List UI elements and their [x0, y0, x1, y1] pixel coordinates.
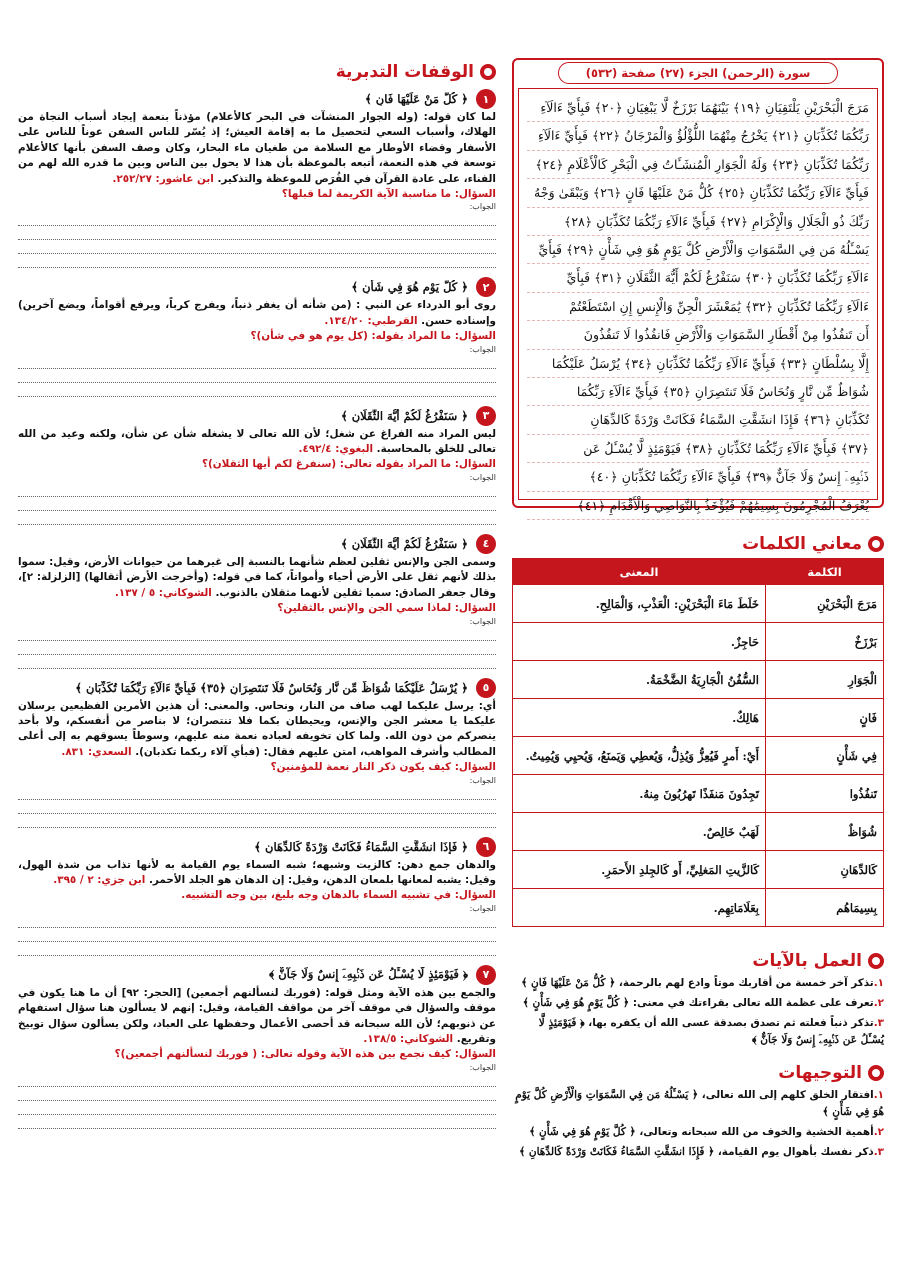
meanings-section-title: معاني الكلمات	[512, 530, 884, 558]
item-text: روى أبو الدرداء عن النبي : (من شأنه أن يغفر ذنباً، ويفرج كرباً، ويرفع أقواماً، ويضع آخرين) وإسناده حسن.	[18, 299, 496, 327]
answer-line[interactable]	[18, 1087, 496, 1101]
answer-label: الجواب:	[469, 202, 496, 212]
answer-line[interactable]	[18, 928, 496, 942]
meaning-cell: السُّفُنُ الْجَارِيَةُ الضَّخْمَةُ.	[513, 661, 766, 699]
work-section-title: العمل بالآيات	[512, 947, 884, 975]
word-cell: بَرْزَخٌ	[766, 623, 884, 661]
item-question: السؤال: لماذا سمي الجن والإنس بالثقلين؟	[277, 602, 496, 615]
answer-line[interactable]	[18, 383, 496, 397]
item-question: السؤال: كيف يكون ذكر النار نعمة للمؤمنين؟	[270, 761, 496, 774]
quran-text	[518, 88, 878, 513]
item-number-badge: ٥	[476, 678, 496, 698]
item-text: والدهان جمع دهن: كالزيت وشبهه؛ شبه السماء يوم القيامة به لأنها تذاب من شدة الهول، وقيل: يشبه لمعانها بلمعان الدهن، وقيل: إن الدهان هو الجلد الأحمر.	[18, 858, 496, 886]
item-question: السؤال: كيف نجمع بين هذه الآية وقوله تعالى: ( فوربك لنسألنهم أجمعين)؟	[114, 1048, 496, 1061]
guidance-items	[512, 1087, 884, 1161]
item-source: ابن جزي: ٢ / ٣٩٥.	[53, 873, 146, 886]
item-number: ٣.	[873, 1146, 884, 1158]
item-question: السؤال: ما المراد بقوله: (كل يوم هو في شأن)؟	[250, 330, 496, 343]
item-header	[18, 88, 496, 110]
column-header-meaning: المعنى	[513, 559, 766, 585]
quran-line: رَبِّكُمَا تُكَذِّبَانِ ﴿٢٣﴾ وَلَهُ الْجَوَارِ الْمُنشَـَٔاتُ فِي الْبَحْرِ كَالْأَعْلَامِ ﴿٢٤﴾	[527, 151, 869, 179]
item-verse: ﴿ كُلَّ يَوْمٍ هُوَ فِي شَأْنٍ ﴾	[529, 1126, 636, 1138]
item-header	[18, 964, 496, 986]
item-verse: ﴿ يُرْسَلُ عَلَيْكُمَا شُوَاظٌ مِّن نَّارٍ وَنُحَاسٌ فَلَا تَنتَصِرَانِ ﴿٣٥﴾ فَبِأَيِّ ءَالَآءِ رَبِّكُمَا تُكَذِّبَانِ ﴾	[75, 680, 468, 695]
item-text: تعرف على عظمة الله تعالى بقراءتك في معنى:	[632, 997, 874, 1009]
item-body	[18, 298, 496, 329]
word-cell: الْجَوَارِ	[766, 661, 884, 699]
item-verse: ﴿ فَيَوْمَئِذٍ لَّا يُسْـَٔلُ عَن ذَنۢبِهِۦٓ إِنسٌ وَلَا جَآنٌّ ﴾	[269, 967, 468, 982]
item-question: السؤال: في تشبيه السماء بالدهان وجه بليغ، بين وجه التشبيه.	[181, 889, 496, 902]
answer-line[interactable]	[18, 240, 496, 254]
contemplation-item	[18, 962, 496, 1129]
answer-label: الجواب:	[469, 616, 496, 626]
answer-line[interactable]	[18, 641, 496, 655]
list-item	[512, 1124, 884, 1141]
item-verse: ﴿ كُلُّ مَنْ عَلَيْهَا فَانٍ ﴾	[365, 92, 468, 106]
item-verse: ﴿ يَسْـَٔلُهُ مَن فِي السَّمَوَاتِ وَالْأَرْضِ كُلَّ يَوْمٍ هُوَ فِي شَأْنٍ ﴾	[515, 1089, 884, 1118]
item-number-badge: ٤	[476, 534, 496, 554]
item-body	[18, 555, 496, 601]
item-verse: ﴿ كُلَّ يَوْمٍ هُوَ فِي شَأْنٍ ﴾	[351, 280, 468, 295]
item-verse: ﴿ فَإِذَا انشَقَّتِ السَّمَاءُ فَكَانَتْ وَرْدَةً كَالدِّهَانِ ﴾	[519, 1146, 715, 1158]
item-question: السؤال: ما مناسبة الآية الكريمة لما قبلها؟	[281, 188, 496, 201]
item-body	[18, 699, 496, 761]
item-number-badge: ١	[476, 89, 496, 109]
meaning-cell: أَيْ: أَمرٍ فَيُعِزُّ وَيُذِلُّ، وَيُعطِي وَيَمنَعُ، وَيُحيِي وَيُمِيتُ.	[513, 737, 766, 775]
quran-line: ذَنۢبِهِۦٓ إِنسٌ وَلَا جَآنٌّ ﴿٣٩﴾ فَبِأَيِّ ءَالَآءِ رَبِّكُمَا تُكَذِّبَانِ ﴿٤٠﴾	[527, 463, 869, 491]
answer-line[interactable]	[18, 511, 496, 525]
list-item	[512, 995, 884, 1012]
meaning-cell: تَجِدُونَ مَنفَذًا تَهرُبُونَ مِنهُ.	[513, 775, 766, 813]
contemplation-item	[18, 403, 496, 525]
quran-line: إِلَّا بِسُلْطَانٍ ﴿٣٣﴾ فَبِأَيِّ ءَالَآءِ رَبِّكُمَا تُكَذِّبَانِ ﴿٣٤﴾ يُرْسَلُ عَلَيْكُمَا	[527, 350, 869, 378]
flower-icon	[868, 1065, 884, 1081]
meaning-cell: حَاجِزٌ.	[513, 623, 766, 661]
item-text: أهمية الخشية والخوف من الله سبحانه وتعالى،	[639, 1126, 874, 1138]
answer-line[interactable]	[18, 226, 496, 240]
contemplation-column	[18, 58, 496, 1135]
item-verse: ﴿ كُلَّ يَوْمٍ هُوَ فِي شَأْنٍ ﴾	[522, 997, 630, 1009]
table-row	[513, 813, 884, 851]
contemplation-item	[18, 86, 496, 268]
meaning-cell: لَهَبٌ خَالِصٌ.	[513, 813, 766, 851]
contemplation-item	[18, 274, 496, 396]
item-text: وسمى الجن والإنس ثقلين لعظم شأنهما بالنسبة إلى غيرهما من حيوانات الأرض، وقيل: سموا بذلك لأنهم ثقل على الأرض أحياء وأمواتاً، كما في قوله: (وأخرجت الأرض أثقالها) [الزلزلة: ٢]، وقال جعفر الصادق: سميا ثقلين لأنهما مثقلان بالذنوب.	[18, 555, 496, 599]
contemplation-section-title: الوقفات التدبرية	[18, 58, 496, 86]
contemplation-item	[18, 531, 496, 669]
table-row	[513, 661, 884, 699]
item-number-badge: ٧	[476, 965, 496, 985]
right-column	[512, 58, 884, 1164]
answer-line[interactable]	[18, 497, 496, 511]
contemplation-item	[18, 675, 496, 828]
item-text: لما كان قوله: (وله الجوار المنشآت في البحر كالأعلام) مؤذناً بنعمة إيجاد أسباب النجاة من الهلاك، وأسباب السعي لتحصيل ما به إقامة العيش؛ إذ يُسّر للناس السفن عوناً للناس على الأسفار وقضاء الأوطار مع السلامة من طغيان ماء البحار، وكان وصف السفن بأنها كالأعلام توسعة في هذه النعمة، أتبعه بالموعظة بأن هذا لا يحول بين الناس وبين ما قدره الله لهم من الفناء، على عادة القرآن في الفُرَص للموعظة والتذكير.	[18, 111, 496, 185]
column-header-word: الكلمة	[766, 559, 884, 585]
item-verse: ﴿ كُلُّ مَنْ عَلَيْهَا فَانٍ ﴾	[521, 977, 616, 989]
item-number: ١.	[873, 977, 884, 989]
work-items	[512, 975, 884, 1049]
answer-label: الجواب:	[469, 472, 496, 482]
item-number-badge: ٦	[476, 837, 496, 857]
item-text: والجمع بين هذه الآية ومثل قوله: (فوربك لنسألنهم أجمعين) [الحجر: ٩٢] أن ما هنا يكون في موقف والسؤال في موقف آخر من مواقف القيامة، وقيل: إنهم لا يسألون هنا سؤال استفهام عن ذنوبهم؛ لأن الله سبحانه قد أحصى الأعمال وحفظها على العباد، ولكن يسألون سؤال توبيخ وتقريع.	[18, 986, 497, 1045]
quran-line: مَرَجَ الْبَحْرَيْنِ يَلْتَقِيَانِ ﴿١٩﴾ بَيْنَهُمَا بَرْزَخٌ لَّا يَبْغِيَانِ ﴿٢٠﴾ فَبِأَيِّ ءَالَآءِ	[527, 94, 869, 122]
item-text: ذكر نفسك بأهوال يوم القيامة،	[717, 1146, 874, 1158]
list-item	[512, 1087, 884, 1121]
table-row	[513, 623, 884, 661]
quran-page-header: سورة (الرحمن) الجزء (٢٧) صفحة (٥٣٢)	[558, 62, 838, 84]
item-source: ابن عاشور: ٢٥٢/٢٧.	[112, 172, 214, 185]
answer-line[interactable]	[18, 1101, 496, 1115]
item-number: ٢.	[873, 1126, 884, 1138]
word-cell: مَرَجَ الْبَحْرَيْنِ	[766, 585, 884, 623]
answer-line[interactable]	[18, 655, 496, 669]
quran-line: تُكَذِّبَانِ ﴿٣٦﴾ فَإِذَا انشَقَّتِ السَّمَاءُ فَكَانَتْ وَرْدَةً كَالدِّهَانِ	[527, 406, 869, 434]
answer-line[interactable]	[18, 1115, 496, 1129]
item-header	[18, 276, 496, 298]
quran-line: ﴿٣٧﴾ فَبِأَيِّ ءَالَآءِ رَبِّكُمَا تُكَذِّبَانِ ﴿٣٨﴾ فَيَوْمَئِذٍ لَّا يُسْـَٔلُ عَن	[527, 435, 869, 463]
answer-line[interactable]	[18, 212, 496, 226]
item-text: ليس المراد منه الفراغ عن شغل؛ لأن الله تعالى لا يشغله شأن عن شأن، ولكنه وعيد من الله تعالى للخلق بالمحاسبة.	[18, 427, 496, 456]
quran-line: رَبِّكُمَا تُكَذِّبَانِ ﴿٢١﴾ يَخْرُجُ مِنْهُمَا اللُّؤْلُؤُ وَالْمَرْجَانُ ﴿٢٢﴾ فَبِأَيِّ ءَالَآءِ	[527, 122, 869, 150]
item-source: القرطبي: ١٣٤/٢٠.	[324, 314, 418, 327]
quran-line: ءَالَآءِ رَبِّكُمَا تُكَذِّبَانِ ﴿٣٢﴾ يَٰمَعْشَرَ الْجِنِّ وَالْإِنسِ إِنِ اسْتَطَعْتُمْ	[527, 293, 869, 321]
item-header	[18, 533, 496, 555]
quran-line: يُعْرَفُ الْمُجْرِمُونَ بِسِيمَٰهُمْ فَيُؤْخَذُ بِالنَّوَاصِي وَالْأَقْدَامِ ﴿٤١﴾	[527, 492, 869, 520]
list-item	[512, 1144, 884, 1161]
item-text: تذكر ذنباً فعلته ثم تصدق بصدقة عسى الله أن يكفره بها،	[588, 1017, 874, 1029]
flower-icon	[868, 536, 884, 552]
item-source: الشوكاني: ٥ / ١٣٧.	[114, 586, 212, 599]
table-header-row	[513, 559, 884, 585]
item-body	[18, 858, 496, 889]
word-cell: تَنفُذُوا	[766, 775, 884, 813]
meaning-cell: كَالزَّيتِ المَغلِيِّ، أَو كَالجِلدِ الأَحمَرِ.	[513, 851, 766, 889]
word-cell: شُوَاظٌ	[766, 813, 884, 851]
table-row	[513, 585, 884, 623]
meaning-cell: هَالِكٌ.	[513, 699, 766, 737]
word-cell: بِسِيمَاهُم	[766, 889, 884, 927]
item-verse: ﴿ سَنَفْرُغُ لَكُمْ أَيُّهَ الثَّقَلَانِ ﴾	[341, 536, 468, 551]
answer-line[interactable]	[18, 786, 496, 800]
flower-icon	[868, 953, 884, 969]
flower-icon	[480, 64, 496, 80]
meaning-cell: بِعَلَامَاتِهِم.	[513, 889, 766, 927]
item-body	[18, 986, 496, 1048]
item-header	[18, 677, 496, 699]
answer-line[interactable]	[18, 483, 496, 497]
answer-line[interactable]	[18, 942, 496, 956]
item-verse: ﴿ فَيَوْمَئِذٍ لَّا يُسْـَٔلُ عَن ذَنۢبِهِۦٓ إِنسٌ وَلَا جَآنٌّ ﴾	[538, 1017, 884, 1046]
table-row	[513, 775, 884, 813]
contemplation-item	[18, 834, 496, 956]
table-row	[513, 851, 884, 889]
item-text: تذكر آخر خمسة من أقاربك موتاً وادع لهم بالرحمة،	[618, 977, 874, 989]
quran-line: يَسْـَٔلُهُ مَن فِي السَّمَوَاتِ وَالْأَرْضِ كُلَّ يَوْمٍ هُوَ فِي شَأْنٍ ﴿٢٩﴾ فَبِأَيِّ	[527, 236, 869, 264]
table-row	[513, 737, 884, 775]
answer-line[interactable]	[18, 627, 496, 641]
item-header	[18, 836, 496, 858]
list-item	[512, 975, 884, 992]
item-number-badge: ٣	[476, 406, 496, 426]
item-source: السعدي: ٨٣١.	[61, 745, 132, 758]
item-text: أي: يرسل عليكما لهب صاف من النار، ونحاس. والمعنى: أن هذين الأمرين الفظيعين يرسلان عليكما يا معشر الجن والإنس، ويحيطان بكما فلا تنتصران؛ لا بناصر من أنفسكم، ولا بأحد ينصركم من دون الله. ولما كان تخويفه لعباده نعمة منه عليهم، وسوطاً يسوقهم به إلى أعلى المطالب وأشرف المواهب، امتن عليهم فقال: (فبأي آلاء ربكما تكذبان).	[18, 699, 496, 758]
item-number: ٣.	[873, 1017, 884, 1029]
word-meanings-table	[512, 558, 884, 927]
answer-label: الجواب:	[469, 344, 496, 354]
item-text: افتقار الخلق كلهم إلى الله تعالى،	[701, 1089, 874, 1101]
answer-line[interactable]	[18, 814, 496, 828]
quran-line: ءَالَآءِ رَبِّكُمَا تُكَذِّبَانِ ﴿٣٠﴾ سَنَفْرُغُ لَكُمْ أَيُّهَ الثَّقَلَانِ ﴿٣١﴾ فَبِأَيِّ	[527, 264, 869, 292]
quran-page-box	[512, 58, 884, 513]
item-question: السؤال: ما المراد بقوله تعالى: (سنفرغ لكم أيها الثقلان)؟	[202, 458, 496, 471]
word-cell: فِي شَأْنٍ	[766, 737, 884, 775]
answer-line[interactable]	[18, 369, 496, 383]
answer-label: الجواب:	[469, 903, 496, 913]
item-verse: ﴿ سَنَفْرُغُ لَكُمْ أَيُّهَ الثَّقَلَانِ ﴾	[341, 408, 468, 423]
quran-line: أَن تَنفُذُوا مِنْ أَقْطَارِ السَّمَوَاتِ وَالْأَرْضِ فَانفُذُوا لَا تَنفُذُونَ	[527, 321, 869, 349]
item-source: الشوكاني: ١٣٨/٥.	[363, 1032, 454, 1045]
list-item	[512, 1015, 884, 1049]
quran-line: رَبِّكَ ذُو الْجَلَالِ وَالْإِكْرَامِ ﴿٢٧﴾ فَبِأَيِّ ءَالَآءِ رَبِّكُمَا تُكَذِّبَانِ ﴿٢٨﴾	[527, 208, 869, 236]
table-row	[513, 699, 884, 737]
item-body	[18, 427, 496, 458]
answer-label: الجواب:	[469, 1062, 496, 1072]
contemplation-items	[18, 86, 496, 1129]
meaning-cell: خَلَطَ مَاءَ الْبَحْرَيْنِ: الْعَذْبِ، وَالْمَالِحِ.	[513, 585, 766, 623]
item-number-badge: ٢	[476, 277, 496, 297]
item-number: ٢.	[873, 997, 884, 1009]
guidance-section-title: التوجيهات	[512, 1059, 884, 1087]
table-row	[513, 889, 884, 927]
item-number: ١.	[873, 1089, 884, 1101]
answer-line[interactable]	[18, 1073, 496, 1087]
quran-line: شُوَاظٌ مِّن نَّارٍ وَنُحَاسٌ فَلَا تَنتَصِرَانِ ﴿٣٥﴾ فَبِأَيِّ ءَالَآءِ رَبِّكُمَا	[527, 378, 869, 406]
quran-line: فَبِأَيِّ ءَالَآءِ رَبِّكُمَا تُكَذِّبَانِ ﴿٢٥﴾ كُلُّ مَنْ عَلَيْهَا فَانٍ ﴿٢٦﴾ وَيَبْقَىٰ وَجْهُ	[527, 179, 869, 207]
answer-line[interactable]	[18, 254, 496, 268]
word-cell: كَالدِّهَانِ	[766, 851, 884, 889]
answer-line[interactable]	[18, 355, 496, 369]
item-verse: ﴿ فَإِذَا انشَقَّتِ السَّمَاءُ فَكَانَتْ وَرْدَةً كَالدِّهَانِ ﴾	[254, 839, 468, 854]
item-source: البغوي: ٤٩٢/٤.	[298, 443, 374, 456]
answer-line[interactable]	[18, 914, 496, 928]
word-cell: فَانٍ	[766, 699, 884, 737]
answer-line[interactable]	[18, 800, 496, 814]
item-body	[18, 110, 496, 187]
item-header	[18, 405, 496, 427]
answer-label: الجواب:	[469, 775, 496, 785]
